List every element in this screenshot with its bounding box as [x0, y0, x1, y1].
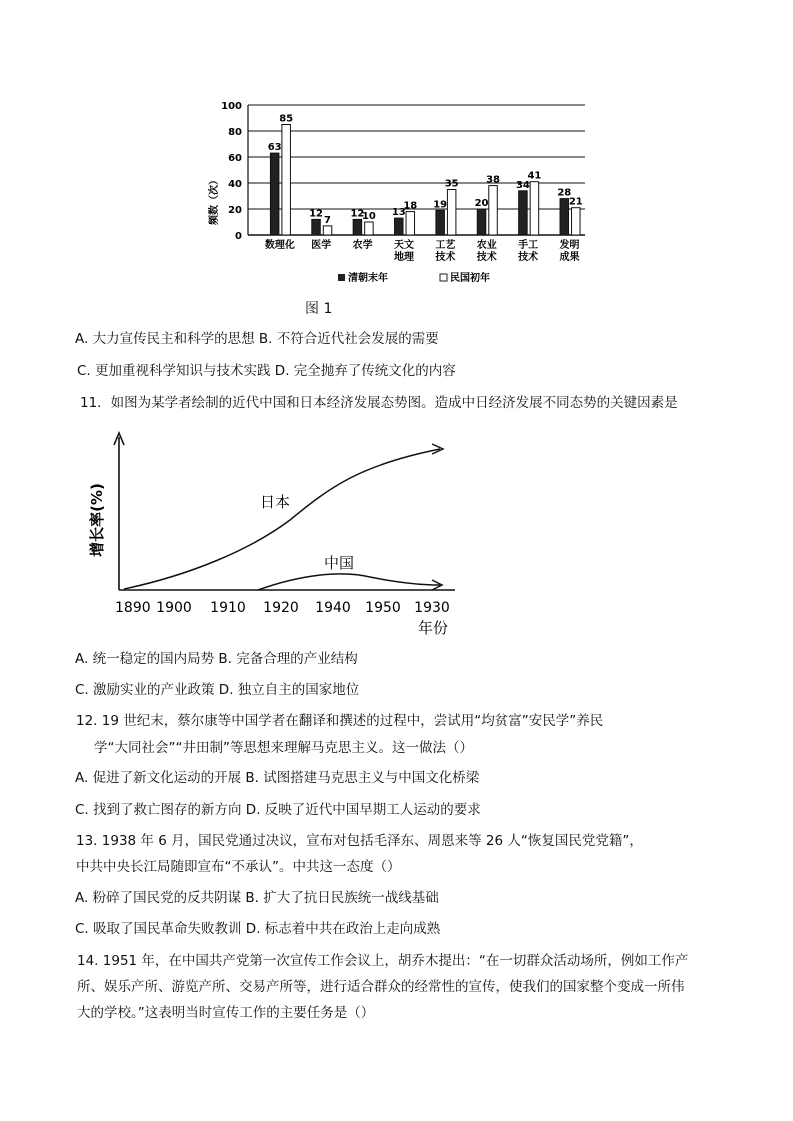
bar-value-label: 34 [515, 179, 530, 191]
bar-category-label: 技术 [476, 252, 497, 263]
bar-chart-legend [338, 271, 490, 284]
bar-minguo [572, 208, 581, 235]
series-label-japan: 日本 [260, 493, 291, 511]
x-tick: 1890 [115, 600, 151, 616]
x-tick: 1950 [365, 600, 401, 616]
q13-stem-line1: 13. 1938 年 6 月，国民党通过决议，宣布对包括毛泽东、周恩来等 26 人“恢复国民党党籍”， [76, 833, 643, 849]
x-tick: 1940 [315, 600, 351, 616]
q14-stem-line1: 14. 1951 年，在中国共产党第一次宣传工作会议上，胡乔木提出：“在一切群众活动场所，例如工作产 [77, 953, 689, 969]
bar-value-label: 63 [267, 142, 282, 154]
bar-qing [395, 218, 404, 235]
bar-chart-y-tick: 20 [228, 205, 242, 216]
bar-value-label: 12 [350, 208, 365, 220]
bar-category-label: 天文 [394, 240, 415, 251]
bar-minguo [447, 190, 456, 236]
bar-qing [353, 219, 362, 235]
bar-minguo [282, 125, 291, 236]
q11-option-line1: A. 统一稳定的国内局势 B. 完备合理的产业结构 [75, 651, 358, 667]
bar-category-label: 技术 [518, 252, 539, 263]
bar-minguo [323, 226, 332, 235]
china-curve [258, 574, 440, 590]
series-label-china: 中国 [324, 554, 355, 572]
figure1-bar-chart [200, 92, 600, 292]
bar-minguo [489, 186, 498, 235]
bar-value-label: 20 [474, 198, 489, 209]
line-chart-xlabel: 年份 [418, 619, 449, 637]
bar-category-label: 医学 [311, 240, 332, 251]
bar-minguo [406, 212, 415, 235]
q10-option-line2: C. 更加重视科学知识与技术实践 D. 完全抛弃了传统文化的内容 [77, 363, 456, 379]
bar-category-label: 农业 [476, 240, 497, 251]
bar-minguo [530, 182, 539, 235]
q13-option-line1: A. 粉碎了国民党的反共阴谋 B. 扩大了抗日民族统一战线基础 [75, 890, 439, 906]
bar-qing [560, 199, 569, 235]
bar-chart-y-tick: 80 [228, 127, 242, 138]
bar-chart-y-tick: 0 [235, 231, 242, 242]
x-tick: 1900 [156, 600, 192, 616]
x-tick: 1910 [210, 600, 246, 616]
bar-value-label: 21 [568, 196, 583, 208]
line-chart-ylabel: 增长率(%) [88, 483, 106, 557]
bar-value-label: 28 [557, 187, 572, 199]
bar-value-label: 10 [361, 211, 376, 222]
legend-label-qing: 清朝末年 [348, 273, 388, 284]
q14-stem-line2: 所、娱乐产所、游览产所、交易产所等，进行适合群众的经常性的宣传，使我们的国家整个变成一所伟 [77, 979, 685, 995]
bar-category-label: 成果 [559, 252, 580, 263]
bar-value-label: 7 [324, 214, 332, 226]
bar-value-label: 85 [279, 113, 294, 125]
bar-category-label: 技术 [435, 252, 456, 263]
q13-option-line2: C. 吸取了国民革命失败教训 D. 标志着中共在政治上走向成熟 [75, 921, 441, 937]
bar-minguo [365, 222, 374, 235]
bar-qing [270, 153, 279, 235]
bar-category-label: 数理化 [264, 240, 295, 251]
bar-value-label: 35 [444, 178, 459, 190]
bar-category-label: 农学 [352, 240, 373, 251]
q12-option-line1: A. 促进了新文化运动的开展 B. 试图搭建马克思主义与中国文化桥梁 [75, 770, 480, 786]
q13-stem-line2: 中共中央长江局随即宣布“不承认”。中共这一态度（） [76, 859, 401, 875]
bar-qing [477, 209, 486, 235]
q12-stem-line1: 12. 19 世纪末，蔡尔康等中国学者在翻译和撰述的过程中，尝试用“均贫富”安民学”养民 [76, 713, 604, 729]
legend-swatch-minguo [440, 274, 447, 281]
bar-chart-y-tick: 100 [221, 101, 242, 112]
japan-curve [124, 449, 440, 589]
bar-chart-ylabel: 频数（次） [209, 175, 220, 225]
legend-swatch-qing [338, 274, 345, 281]
bar-value-label: 41 [527, 170, 542, 182]
bar-qing [436, 210, 445, 235]
bar-category-label: 工艺 [435, 240, 456, 251]
bar-value-label: 18 [403, 200, 418, 212]
bar-category-label: 地理 [394, 252, 415, 263]
bar-qing [312, 219, 321, 235]
bar-value-label: 12 [309, 208, 323, 220]
x-tick: 1930 [414, 600, 450, 616]
bar-value-label: 38 [486, 174, 500, 186]
bar-chart-y-tick: 60 [228, 153, 242, 164]
legend-label-minguo: 民国初年 [450, 273, 490, 284]
bar-qing [519, 191, 528, 235]
figure1-caption: 图 1 [305, 301, 333, 317]
bar-value-label: 19 [433, 199, 448, 211]
q11-stem: 11．如图为某学者绘制的近代中国和日本经济发展态势图。造成中日经济发展不同态势的关键因素是 [80, 395, 678, 411]
bar-category-label: 手工 [518, 240, 539, 251]
bar-chart-y-tick: 40 [228, 179, 242, 190]
q12-stem-line2: 学“大同社会”“井田制”等思想来理解马克思主义。这一做法（） [94, 740, 473, 756]
q10-option-line1: A. 大力宣传民主和科学的思想 B. 不符合近代社会发展的需要 [75, 331, 439, 347]
x-tick: 1920 [263, 600, 299, 616]
figure2-line-chart [80, 425, 480, 640]
q11-option-line2: C. 激励实业的产业政策 D. 独立自主的国家地位 [75, 682, 360, 698]
q14-stem-line3: 大的学校。”这表明当时宣传工作的主要任务是（） [77, 1005, 375, 1021]
bar-value-label: 13 [391, 207, 406, 219]
q12-option-line2: C. 找到了救亡图存的新方向 D. 反映了近代中国早期工人运动的要求 [75, 802, 481, 818]
bar-category-label: 发明 [559, 240, 580, 251]
